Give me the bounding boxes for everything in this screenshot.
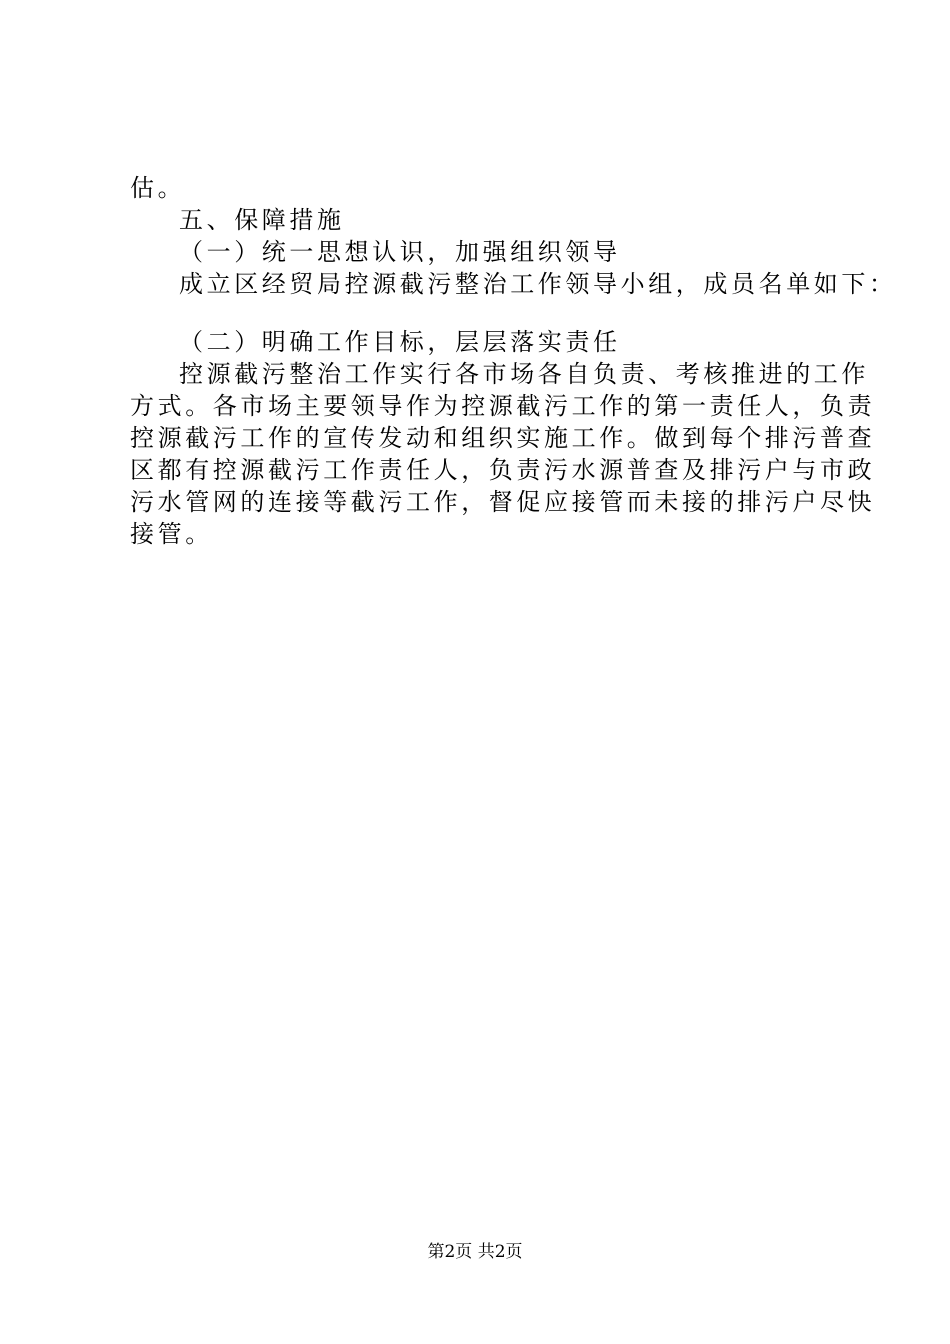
paragraph-line: 方式。各市场主要领导作为控源截污工作的第一责任人，负责 xyxy=(130,392,876,420)
paragraph-line: 接管。 xyxy=(130,520,213,548)
paragraph-line: 控源截污工作的宣传发动和组织实施工作。做到每个排污普查 xyxy=(130,424,876,452)
page-number-footer: 第2页 共2页 xyxy=(427,1242,523,1262)
paragraph-line: 估。 xyxy=(130,174,186,202)
paragraph-line: 控源截污整治工作实行各市场各自负责、考核推进的工作 xyxy=(179,360,869,388)
section-heading: 五、保障措施 xyxy=(179,206,345,234)
paragraph-line: 区都有控源截污工作责任人，负责污水源普查及排污户与市政 xyxy=(130,456,876,484)
paragraph-line: 成立区经贸局控源截污整治工作领导小组，成员名单如下： xyxy=(179,270,897,298)
subsection-heading: （二）明确工作目标，层层落实责任 xyxy=(179,328,621,356)
subsection-heading: （一）统一思想认识，加强组织领导 xyxy=(179,238,621,266)
paragraph-line: 污水管网的连接等截污工作，督促应接管而未接的排污户尽快 xyxy=(130,488,876,516)
